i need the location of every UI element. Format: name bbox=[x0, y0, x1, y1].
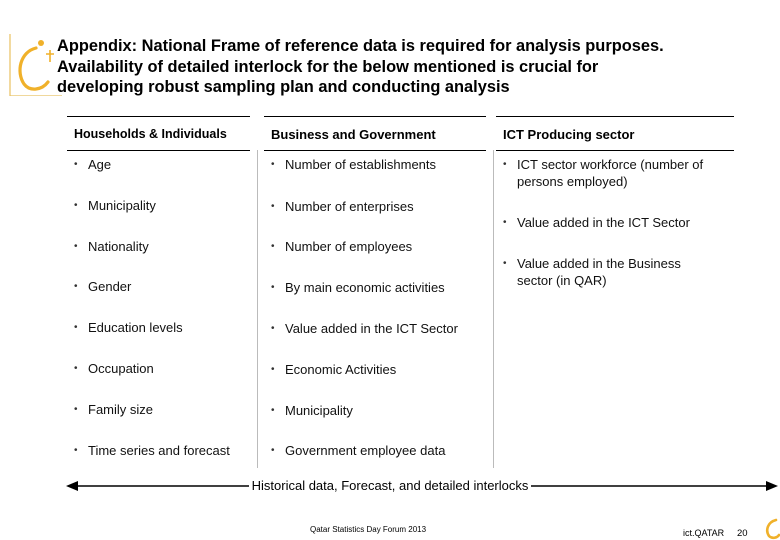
list-item bbox=[67, 401, 153, 418]
arrow-caption-text: Historical data, Forecast, and detailed interlocks bbox=[249, 478, 532, 493]
list-item bbox=[67, 360, 154, 377]
list-item bbox=[67, 278, 131, 295]
list-item-label: Value added in the ICT Sector bbox=[285, 321, 458, 336]
list-item-label: Gender bbox=[88, 279, 132, 294]
list-item-label: Number of establishments bbox=[285, 157, 437, 172]
bullet-icon: • bbox=[74, 200, 78, 211]
title-line: Availability of detailed interlock for the below mentioned is crucial for bbox=[57, 57, 599, 76]
bullet-icon: • bbox=[271, 241, 275, 252]
list-item-label: Government employee data bbox=[285, 443, 446, 458]
list-item bbox=[67, 156, 111, 173]
list-item-line: ICT sector workforce (number of bbox=[517, 157, 704, 172]
bullet-icon: • bbox=[74, 445, 78, 456]
bullet-icon: • bbox=[74, 322, 78, 333]
list-item bbox=[264, 279, 445, 296]
list-item bbox=[67, 319, 183, 336]
bullet-icon: • bbox=[503, 217, 507, 228]
list-item bbox=[264, 442, 445, 459]
column-header: Households & Individuals bbox=[67, 116, 250, 151]
list-item-label: Municipality bbox=[88, 198, 156, 213]
list-item bbox=[67, 197, 156, 214]
list-item bbox=[496, 214, 690, 231]
footer-brand: ict.QATAR bbox=[683, 528, 725, 538]
bullet-icon: • bbox=[271, 405, 275, 416]
list-item-label: Economic Activities bbox=[285, 362, 397, 377]
column-divider bbox=[257, 150, 258, 468]
bullet-icon: • bbox=[74, 404, 78, 415]
bullet-icon: • bbox=[271, 159, 275, 170]
list-item-label: Occupation bbox=[88, 361, 154, 376]
ictqatar-logo-icon bbox=[8, 34, 62, 96]
list-item bbox=[264, 320, 458, 337]
title-line: developing robust sampling plan and conducting analysis bbox=[57, 78, 510, 96]
bullet-icon: • bbox=[74, 159, 78, 170]
bullet-icon: • bbox=[271, 282, 275, 293]
list-item-label: By main economic activities bbox=[285, 280, 445, 295]
column-header: ICT Producing sector bbox=[496, 116, 734, 151]
bullet-icon: • bbox=[74, 281, 78, 292]
households-individuals-column bbox=[67, 116, 250, 151]
list-item-line: sector (in QAR) bbox=[517, 273, 607, 288]
arrow-caption bbox=[0, 478, 780, 494]
list-item bbox=[264, 361, 396, 378]
list-item bbox=[264, 402, 353, 419]
list-item bbox=[67, 238, 149, 255]
bullet-icon: • bbox=[271, 445, 275, 456]
list-item bbox=[496, 255, 681, 289]
bullet-icon: • bbox=[503, 159, 507, 170]
bullet-icon: • bbox=[503, 258, 507, 269]
list-item-label: Nationality bbox=[88, 239, 149, 254]
list-item-line: persons employed) bbox=[517, 174, 628, 189]
column-divider bbox=[493, 150, 494, 468]
title-line: Appendix: National Frame of reference data is required for analysis purposes. bbox=[57, 37, 664, 55]
list-item-label: Education levels bbox=[88, 320, 183, 335]
list-item-label: Age bbox=[88, 157, 112, 172]
bullet-icon: • bbox=[271, 364, 275, 375]
list-item-label: Number of enterprises bbox=[285, 199, 414, 214]
ict-producing-sector-column bbox=[496, 116, 734, 151]
column-header: Business and Government bbox=[264, 116, 486, 151]
list-item bbox=[264, 156, 436, 173]
page-number: 20 bbox=[737, 528, 748, 539]
list-item bbox=[264, 198, 414, 215]
footer-event: Qatar Statistics Day Forum 2013 bbox=[310, 525, 427, 534]
corner-mark-icon bbox=[762, 518, 780, 540]
list-item-line: Value added in the Business bbox=[517, 256, 681, 271]
slide-title bbox=[57, 36, 757, 98]
bullet-icon: • bbox=[271, 323, 275, 334]
bullet-icon: • bbox=[271, 201, 275, 212]
bullet-icon: • bbox=[74, 241, 78, 252]
list-item bbox=[264, 238, 412, 255]
bullet-icon: • bbox=[74, 363, 78, 374]
list-item-line: Value added in the ICT Sector bbox=[517, 215, 690, 230]
list-item bbox=[496, 156, 703, 190]
business-government-column bbox=[264, 116, 486, 151]
list-item-label: Family size bbox=[88, 402, 154, 417]
list-item-label: Time series and forecast bbox=[88, 443, 230, 458]
list-item-label: Municipality bbox=[285, 403, 353, 418]
list-item-label: Number of employees bbox=[285, 239, 413, 254]
list-item bbox=[67, 442, 230, 459]
